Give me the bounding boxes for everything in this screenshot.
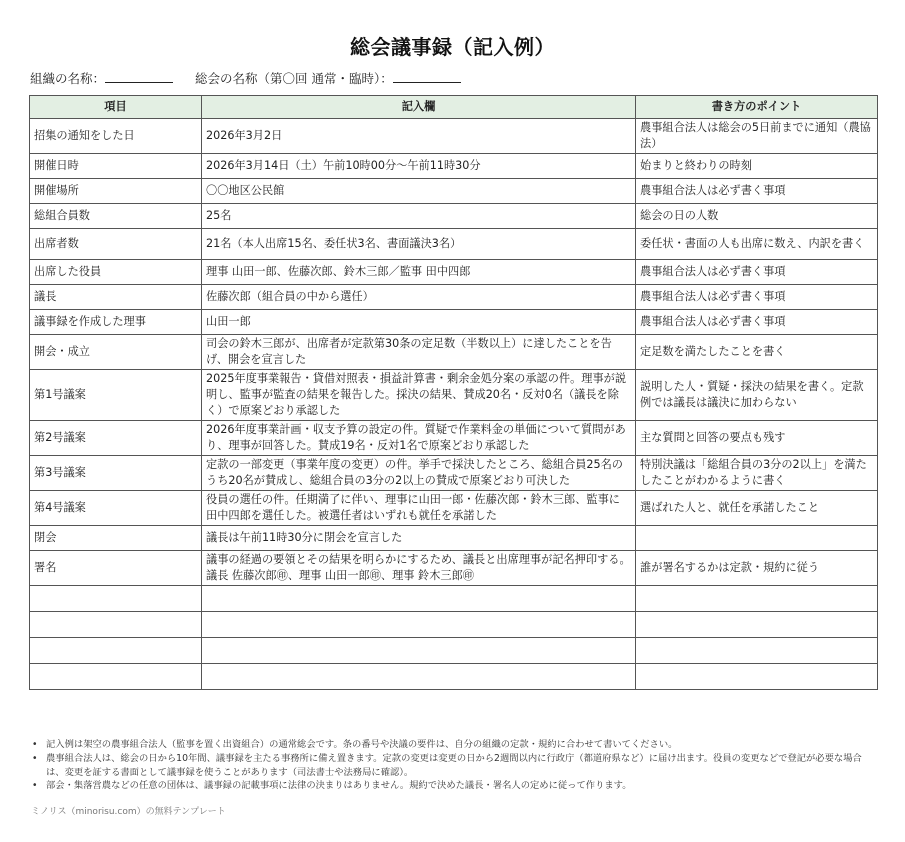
row-tip-cell: 農事組合法人は必ず書く事項 xyxy=(636,284,878,309)
table-row xyxy=(30,585,878,611)
row-tip-cell: 農事組合法人は必ず書く事項 xyxy=(636,259,878,284)
row-entry-cell: 2025年度事業報告・貸借対照表・損益計算書・剰余金処分案の承認の件。理事が説明し、監事が監査の結果を報告した。採決の結果、賛成20名・反対0名（議長を除く）で原案どおり承認した xyxy=(202,369,636,420)
table-row xyxy=(30,334,878,369)
row-entry-cell: 山田一郎 xyxy=(202,309,636,334)
table-row xyxy=(30,369,878,420)
row-entry-cell: 役員の選任の件。任期満了に伴い、理事に山田一郎・佐藤次郎・鈴木三郎、監事に田中四郎を選任した。被選任者はいずれも就任を承諾した xyxy=(202,490,636,525)
table-row xyxy=(30,611,878,637)
meta-line xyxy=(30,69,461,87)
org-name-label: 組織の名称： xyxy=(30,71,106,86)
notes-list xyxy=(28,738,878,793)
row-tip-cell xyxy=(636,637,878,663)
row-tip-cell: 選ばれた人と、就任を承諾したこと xyxy=(636,490,878,525)
row-item-cell: 第1号議案 xyxy=(30,369,202,420)
row-item-cell: 閉会 xyxy=(30,525,202,550)
row-item-cell: 署名 xyxy=(30,550,202,585)
table-row xyxy=(30,663,878,689)
row-tip-cell: 誰が署名するかは定款・規約に従う xyxy=(636,550,878,585)
row-item-cell xyxy=(30,663,202,689)
header-tip: 書き方のポイント xyxy=(636,96,878,119)
table-row xyxy=(30,420,878,455)
row-tip-cell: 主な質問と回答の要点も残す xyxy=(636,420,878,455)
table-row xyxy=(30,490,878,525)
footer-credit: ミノリス（minorisu.com）の無料テンプレート xyxy=(31,807,226,817)
row-entry-cell: 議事の経過の要領とその結果を明らかにするため、議長と出席理事が記名押印する。議長 佐藤次郎㊞、理事 山田一郎㊞、理事 鈴木三郎㊞ xyxy=(202,550,636,585)
table-row xyxy=(30,228,878,259)
page-title: 総会議事録（記入例） xyxy=(350,35,555,59)
meeting-name-label: 総会の名称（第〇回 通常・臨時）： xyxy=(195,71,393,86)
row-entry-cell: 理事 山田一郎、佐藤次郎、鈴木三郎／監事 田中四郎 xyxy=(202,259,636,284)
row-item-cell: 第4号議案 xyxy=(30,490,202,525)
table-row xyxy=(30,153,878,178)
table-row xyxy=(30,259,878,284)
row-entry-cell: 定款の一部変更（事業年度の変更）の件。挙手で採決したところ、総組合員25名のうち20名が賛成し、総組合員の3分の2以上の賛成で原案どおり可決した xyxy=(202,455,636,490)
row-tip-cell xyxy=(636,663,878,689)
header-item: 項目 xyxy=(30,96,202,119)
table-row xyxy=(30,203,878,228)
row-entry-cell: 21名（本人出席15名、委任状3名、書面議決3名） xyxy=(202,228,636,259)
table-row xyxy=(30,637,878,663)
row-item-cell: 議事録を作成した理事 xyxy=(30,309,202,334)
row-item-cell: 招集の通知をした日 xyxy=(30,119,202,154)
row-item-cell: 開催日時 xyxy=(30,153,202,178)
row-tip-cell xyxy=(636,611,878,637)
row-entry-cell xyxy=(202,637,636,663)
row-tip-cell: 特別決議は「総組合員の3分の2以上」を満たしたことがわかるように書く xyxy=(636,455,878,490)
note-item: • 記入例は架空の農事組合法人（監事を置く出資組合）の通常総会です。条の番号や決議の要件は、自分の組織の定款・規約に合わせて書いてください。 xyxy=(28,738,878,752)
row-tip-cell: 総会の日の人数 xyxy=(636,203,878,228)
row-item-cell: 議長 xyxy=(30,284,202,309)
row-entry-cell: 佐藤次郎（組合員の中から選任） xyxy=(202,284,636,309)
header-entry: 記入欄 xyxy=(202,96,636,119)
row-item-cell: 出席者数 xyxy=(30,228,202,259)
row-tip-cell: 始まりと終わりの時刻 xyxy=(636,153,878,178)
org-name-blank xyxy=(105,69,173,83)
row-item-cell: 出席した役員 xyxy=(30,259,202,284)
row-item-cell xyxy=(30,585,202,611)
row-entry-cell: 2026年3月2日 xyxy=(202,119,636,154)
row-entry-cell: 2026年度事業計画・収支予算の設定の件。質疑で作業料金の単価について質問があり、理事が回答した。賛成19名・反対1名で原案どおり承認した xyxy=(202,420,636,455)
row-entry-cell: 〇〇地区公民館 xyxy=(202,178,636,203)
row-entry-cell xyxy=(202,663,636,689)
table-row xyxy=(30,284,878,309)
table-header-row xyxy=(30,96,878,119)
row-entry-cell: 司会の鈴木三郎が、出席者が定款第30条の定足数（半数以上）に達したことを告げ、開会を宣言した xyxy=(202,334,636,369)
row-tip-cell xyxy=(636,525,878,550)
table-row xyxy=(30,309,878,334)
row-tip-cell: 農事組合法人は必ず書く事項 xyxy=(636,178,878,203)
table-row xyxy=(30,455,878,490)
row-tip-cell: 農事組合法人は必ず書く事項 xyxy=(636,309,878,334)
row-tip-cell: 定足数を満たしたことを書く xyxy=(636,334,878,369)
row-tip-cell: 委任状・書面の人も出席に数え、内訳を書く xyxy=(636,228,878,259)
row-item-cell: 第2号議案 xyxy=(30,420,202,455)
row-item-cell: 開会・成立 xyxy=(30,334,202,369)
table-row xyxy=(30,525,878,550)
row-entry-cell xyxy=(202,585,636,611)
table-row xyxy=(30,550,878,585)
row-entry-cell xyxy=(202,611,636,637)
minutes-table xyxy=(29,95,878,690)
table-row xyxy=(30,119,878,154)
row-entry-cell: 25名 xyxy=(202,203,636,228)
table-row xyxy=(30,178,878,203)
row-tip-cell: 農事組合法人は総会の5日前までに通知（農協法） xyxy=(636,119,878,154)
note-item: • 農事組合法人は、総会の日から10年間、議事録を主たる事務所に備え置きます。定款の変更は変更の日から2週間以内に行政庁（都道府県など）に届け出ます。役員の変更などで登記が必要な場合は、変更を証する書面として議事録を使うことがあります（司法書士や法務局に確認）。 xyxy=(28,752,878,780)
row-entry-cell: 2026年3月14日（土）午前10時00分〜午前11時30分 xyxy=(202,153,636,178)
meeting-name-blank xyxy=(393,69,461,83)
note-item: • 部会・集落営農などの任意の団体は、議事録の記載事項に法律の決まりはありません。規約で決めた議長・署名人の定めに従って作ります。 xyxy=(28,779,878,793)
row-tip-cell: 説明した人・質疑・採決の結果を書く。定款例では議長は議決に加わらない xyxy=(636,369,878,420)
row-item-cell: 開催場所 xyxy=(30,178,202,203)
row-item-cell xyxy=(30,611,202,637)
row-item-cell: 第3号議案 xyxy=(30,455,202,490)
row-tip-cell xyxy=(636,585,878,611)
row-item-cell: 総組合員数 xyxy=(30,203,202,228)
row-item-cell xyxy=(30,637,202,663)
row-entry-cell: 議長は午前11時30分に閉会を宣言した xyxy=(202,525,636,550)
